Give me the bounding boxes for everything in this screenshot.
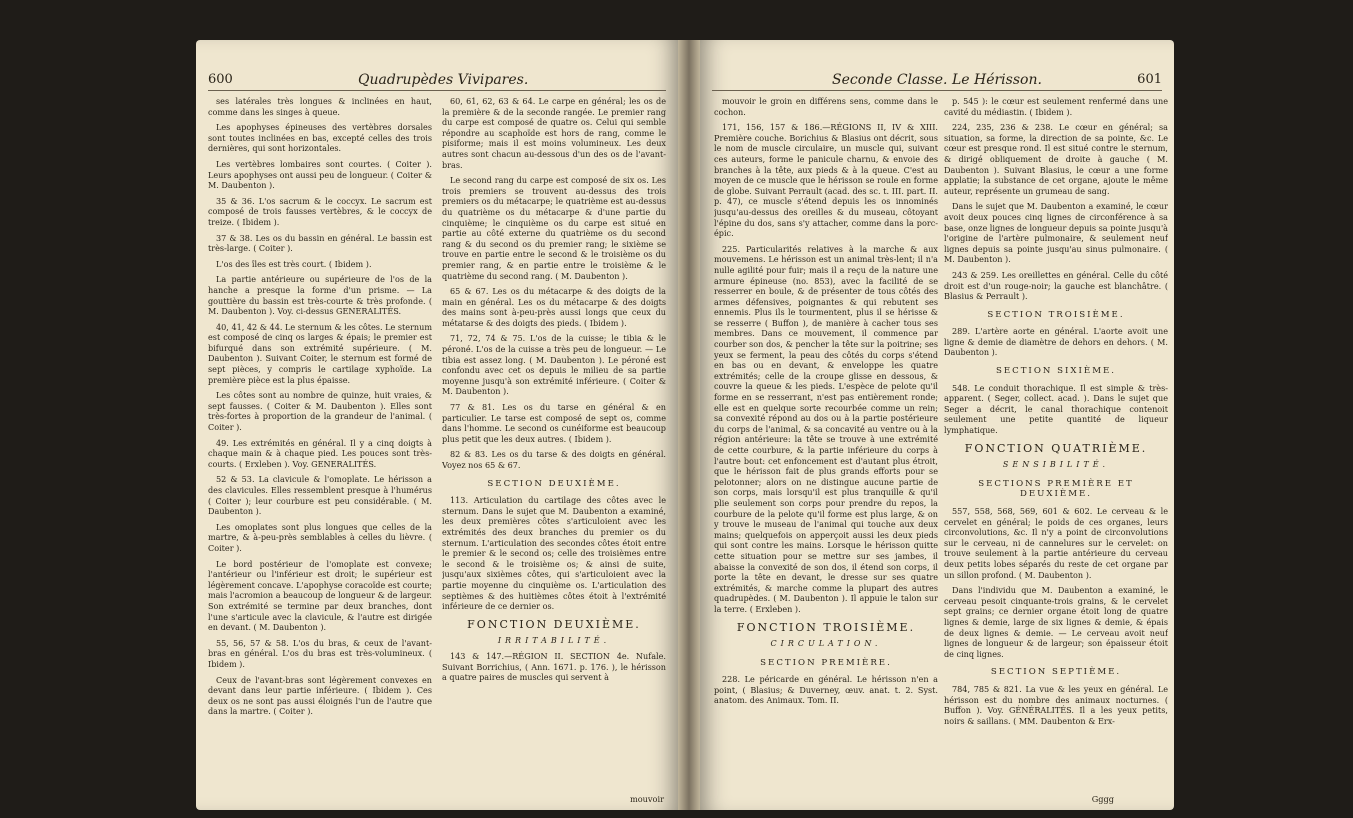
paragraph: ses latérales très longues & inclinées en haut, comme dans les singes à queue. [208,96,432,117]
paragraph: Ceux de l'avant-bras sont légèrement convexes en devant dans leur partie inférieure. ( Ibidem ). Ces deux os ne sont pas aussi éloignés l'un de l'autre que dans la martre. ( Coiter ). [208,674,432,717]
paragraph: 228. Le péricarde en général. Le hérisson n'en a point, ( Blasius; & Duverney, œuv. anat. t. 2. Syst. anatom. des Animaux. Tom. II. [714,674,938,706]
paragraph: L'os des îles est très court. ( Ibidem ). [216,258,372,269]
signature-mark: Gggg [1091,794,1114,804]
subheading: CIRCULATION. [770,639,882,649]
left-page [196,40,678,810]
paragraph: 55, 56, 57 & 58. L'os du bras, & ceux de l'avant-bras en général. L'os du bras est très-volumineux. ( Ibidem ). [208,637,432,669]
paragraph: Dans l'individu que M. Daubenton a examiné, le cerveau pesoit cinquante-trois grains, & le cervelet sept grains; ce dernier organe étoit long de quatre lignes & demie, large de six lignes & demie, & épais de deux lignes & demie. — Le cerveau avoit neuf lignes de longueur & de largeur; son épaisseur étoit de cinq lignes. [944,585,1168,659]
paragraph: 225. Particularités relatives à la marche & aux mouvemens. Le hérisson est un animal très-lent; il n'a nulle agilité pour fuir; mais il a reçu de la nature une armure épineuse (no. 853), avec la facilité de se resserrer en boule, & de présenter de tous côtés des armes défensives, poignantes & qui rebutent ses ennemis. Plus ils le tourmentent, plus il se hérisse & se resserre ( Buffon ), de manière à cacher tous ses membres. Dans ce mouvement, il commence par courber son dos, & pencher la tête sur la poitrine; ses yeux se ferment, la peau des côtés du corps s'étend en bas ou en devant, & enveloppe les quatre extrémités; celle de la croupe glisse en dessous, & couvre la queue & les pieds. L'espèce de pelote qu'il forme en se resserrant, n'est pas entièrement ronde; elle est en quelque sorte recourbée comme un rein; sa convexité répond au dos ou à la partie postérieure du corps de l'animal, & sa concavité au ventre ou à la région antérieure: la tête se trouve à une extrémité de cette courbure, & la partie inférieure du corps à l'autre bout: cet enfoncement est d'autant plus étroit, que le hérisson fait de plus grands efforts pour se pelotonner; alors on ne distingue aucune partie de son corps, mais lorsqu'il est plus tranquille & qu'il plie seulement son corps pour prendre du repos, la courbure de la pelote qu'il forme est plus large, & on y trouve le museau de l'animal qui touche aux deux mains; quelquefois on apperçoit aussi les deux pieds qui sont contre les mains. Lorsque le hérisson quitte cette situation pour se mettre sur ses jambes, il abaisse la convexité de son dos, il étend son corps, il porte la tête en devant, le dresse sur ses quatre extrémités, & marche comme la plupart des autres quadrupèdes. ( M. Daubenton ). Il appuie le talon sur la terre. ( Erxleben ). [714,243,938,614]
function-heading: FONCTION DEUXIÈME. [467,617,641,631]
paragraph: 52 & 53. La clavicule & l'omoplate. Le hérisson a des clavicules. Elles ressemblent presque à l'humérus ( Coiter ); leur courbure est peu considérable. ( M. Daubenton ). [208,474,432,517]
paragraph: 224, 235, 236 & 238. Le cœur en général; sa situation, sa forme, la direction de sa pointe, &c. Le cœur est presque rond. Il est situé contre le sternum, & dirigé obliquement de droite à gauche ( M. Daubenton ). Suivant Blasius, le cœur a une forme applatie; la substance de cet organe, ajoute le même auteur, représente un grumeau de sang. [944,122,1168,196]
paragraph: 143 & 147.—RÉGION II. SECTION 4e. Nufale. Suivant Borrichius, ( Ann. 1671. p. 176. ), le hérisson a quatre paires de muscles qui servent à [442,650,666,683]
section-heading: SECTION SEPTIÈME. [990,667,1122,678]
right-running-title: Seconde Classe. Le Hérisson. [832,72,1042,88]
paragraph: 784, 785 & 821. La vue & les yeux en général. Le hérisson est du nombre des animaux nocturnes. ( Buffon ). Voy. GÉNÉRALITÉS. Il a les yeux petits, noirs & saillans. ( MM. Daubenton & Erx- [944,683,1168,726]
right-column-2 [944,96,1168,796]
paragraph: 49. Les extrémités en général. Il y a cinq doigts à chaque main & à chaque pied. Les pouces sont très-courts. ( Erxleben ). Voy. GENERALITÉS. [208,437,432,469]
right-page-header [712,70,1162,91]
paragraph: 82 & 83. Les os du tarse & des doigts en général. Voyez nos 65 & 67. [442,449,666,470]
paragraph: 548. Le conduit thorachique. Il est simple & très-apparent. ( Seger, collect. acad. ). Dans le sujet que Seger a décrit, le canal thorachique contenoit seulement une petite quantité de liqueur lymphatique. [944,382,1168,436]
left-column-2 [442,96,666,796]
paragraph: 289. L'artère aorte en général. L'aorte avoit une ligne & demie de diamètre de dehors en dehors. ( M. Daubenton ). [944,326,1168,358]
paragraph: 113. Articulation du cartilage des côtes avec le sternum. Dans le sujet que M. Daubenton a examiné, les deux premières côtes s'articuloient avec les extrémités des deux branches du premier os du sternum. L'articulation des secondes côtes étoit entre le premier & le second os; celle des troisièmes entre le second & le troisième os; & ainsi de suite, jusqu'aux sixièmes côtes, qui s'articuloient avec la partie moyenne du cinquième os. L'articulation des septièmes & des huitièmes côtes étoit à l'extrémité inférieure de ce dernier os. [442,495,666,612]
catchword: mouvoir [629,794,664,804]
right-page-number: 601 [1137,72,1162,87]
paragraph: Le bord postérieur de l'omoplate est convexe; l'antérieur ou l'inférieur est droit; le supérieur est légèrement concave. L'apophyse coracoïde est courte; mais l'acromion a beaucoup de longueur & de largeur. Son extrémité se termine par deux branches, dont l'une s'articule avec la clavicule, & l'autre est dirigée en devant. ( M. Daubenton ). [208,558,432,633]
left-page-number: 600 [208,72,233,87]
section-heading: SECTIONS PREMIÈRE ET DEUXIÈME. [978,478,1134,500]
paragraph: 77 & 81. Les os du tarse en général & en particulier. Le tarse est composé de sept os, comme dans l'homme. Le second os cunéiforme est beaucoup plus petit que les deux autres. ( Ibidem ). [442,402,666,444]
paragraph: p. 545 ): le cœur est seulement renfermé dans une cavité du médiastin. ( Ibidem ). [944,96,1168,117]
paragraph: 171, 156, 157 & 186.—RÉGIONS II, IV & XIII. Première couche. Borichius & Blasius ont décrit, sous le nom de muscle circulaire, un muscle qui, suivant ces auteurs, forme le panicule charnu, & envoie des branches à la tête, aux pieds & à la queue. C'est au moyen de ce muscle que le hérisson se roule en forme de globe. Suivant Perrault (acad. des sc. t. III. part. II. p. 47), ce muscle s'étend depuis les os innominés jusqu'au-dessus des oreilles & du museau, côtoyant l'épine du dos, sans s'y attacher, comme dans la porc-épic. [714,122,938,239]
paragraph: Les côtes sont au nombre de quinze, huit vraies, & sept fausses. ( Coiter & M. Daubenton ). Elles sont très-fortes à proportion de la grandeur de l'animal. ( Coiter ). [208,390,432,433]
paragraph: 60, 61, 62, 63 & 64. Le carpe en général; les os de la première & de la seconde rangée. Le premier rang du carpe est composé de quatre os. Celui qui semble répondre au scaphoïde est hors de rang, comme le pisiforme; mais il est moins volumineux. Les deux autres sont chacun au-dessous d'un des os de l'avant-bras. [442,96,666,170]
paragraph: 65 & 67. Les os du métacarpe & des doigts de la main en général. Les os du métacarpe & des doigts des mains sont à-peu-près aussi longs que ceux du métatarse & des doigts des pieds. ( Ibidem ). [442,286,666,328]
paragraph: Les omoplates sont plus longues que celles de la martre, & à-peu-près semblables à celles du lièvre. ( Coiter ). [208,521,432,553]
paragraph: Dans le sujet que M. Daubenton a examiné, le cœur avoit deux pouces cinq lignes de circonférence à sa base, onze lignes de longueur depuis sa pointe jusqu'à l'origine de l'artère pulmonaire, & seulement neuf lignes depuis sa pointe jusqu'au sinus pulmonaire. ( M. Daubenton ). [944,201,1168,265]
paragraph: 40, 41, 42 & 44. Le sternum & les côtes. Le sternum est composé de cinq os larges & épais; le premier est bifurqué dans son extrémité supérieure. ( M. Daubenton ). Suivant Coiter, le sternum est formé de sept pièces, y compris le cartilage xyphoïde. La première pièce est la plus épaisse. [208,321,432,385]
function-heading: FONCTION QUATRIÈME. [964,441,1148,455]
right-page [700,40,1174,810]
paragraph: Le second rang du carpe est composé de six os. Les trois premiers se trouvent au-dessus des trois premiers os du métacarpe; le quatrième est au-dessus du quatrième os du métacarpe & d'une partie du cinquième; le cinquième os du carpe est situé en partie au côté externe du quatrième os du second rang & du second os du premier rang; le sixième se trouve en partie entre le second & le troisième os du premier rang, & en partie entre le troisième & le quatrième du second rang. ( M. Daubenton ). [442,175,666,281]
right-column-1 [714,96,938,796]
paragraph: 557, 558, 568, 569, 601 & 602. Le cerveau & le cervelet en général; le poids de ces organes, leurs circonvolutions, &c. Il n'y a point de circonvolutions sur le cerveau, ni de cannelures sur le cervelet: on trouve seulement à la partie antérieure du cerveau deux petits lobes séparés du reste de cet organe par un sillon profond. ( M. Daubenton ). [944,506,1168,580]
paragraph: 71, 72, 74 & 75. L'os de la cuisse; le tibia & le péroné. L'os de la cuisse a très peu de longueur. — Le tibia est assez long. ( M. Daubenton ). Le péroné est confondu avec cet os depuis le milieu de sa partie moyenne jusqu'à son extrémité inférieure. ( Coiter & M. Daubenton ). [442,333,666,397]
paragraph: 35 & 36. L'os sacrum & le coccyx. Le sacrum est composé de trois fausses vertèbres, & le coccyx de treize. ( Ibidem ). [208,195,432,227]
paragraph: Les apophyses épineuses des vertèbres dorsales sont toutes inclinées en bas, excepté celles des trois dernières, qui sont horizontales. [208,122,432,154]
paragraph: Les vertèbres lombaires sont courtes. ( Coiter ). Leurs apophyses ont aussi peu de longueur. ( Coiter & M. Daubenton ). [208,158,432,191]
left-running-title: Quadrupèdes Vivipares. [358,72,529,88]
subheading: IRRITABILITÉ. [497,636,611,646]
left-column-1 [208,96,432,796]
paragraph: 37 & 38. Les os du bassin en général. Le bassin est très-large. ( Coiter ). [208,232,432,254]
paragraph: mouvoir le groin en différens sens, comme dans le cochon. [714,96,938,117]
paragraph: 243 & 259. Les oreillettes en général. Celle du côté droit est d'un rouge-noir; la gauche est blanchâtre. ( Blasius & Perrault ). [944,269,1168,302]
section-heading: SECTION PREMIÈRE. [760,657,892,668]
paragraph: La partie antérieure ou supérieure de l'os de la hanche a presque la forme d'un prisme. — La gouttière du bassin est très-courte & très profonde. ( M. Daubenton ). Voy. ci-dessus GENERALITÉS. [208,274,432,317]
function-heading: FONCTION TROISIÈME. [736,620,916,634]
section-heading: SECTION DEUXIÈME. [487,478,621,489]
left-page-header [208,70,666,91]
subheading: SENSIBILITÉ. [1002,460,1110,470]
book-gutter [678,40,700,810]
section-heading: SECTION SIXIÈME. [995,366,1117,377]
section-heading: SECTION TROISIÈME. [987,309,1125,320]
